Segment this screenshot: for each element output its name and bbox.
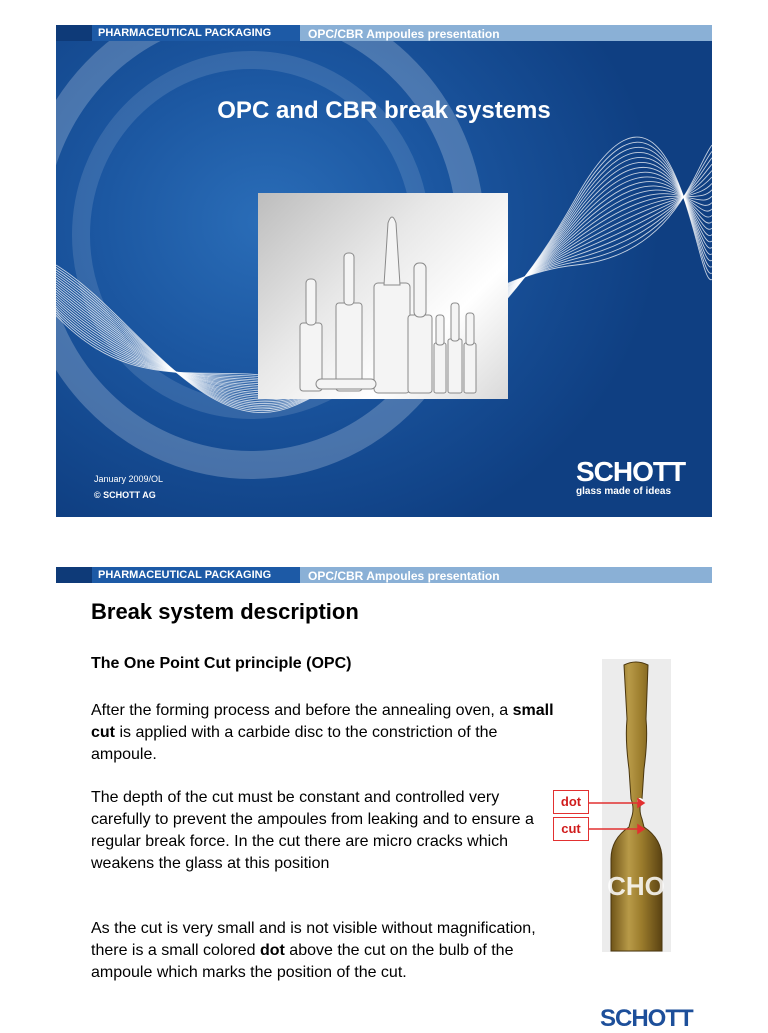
logo-brand: SCHOTT [576,456,686,487]
header-section-label-2: PHARMACEUTICAL PACKAGING [98,569,272,581]
emphasis-small-cut: small cut [91,702,554,741]
header-presentation-label: OPC/CBR Ampoules presentation [308,27,500,41]
schott-logo-footer: SCHOTT [600,1005,693,1032]
slide-2-header-bar [56,567,712,583]
ampoules-illustration [258,193,508,399]
label-arrows [588,795,648,835]
paragraph-colored-dot: As the cut is very small and is not visible without magnification, there is a small colored dot above the cut on the bulb of the ampoule which marks the position of the cut. [91,920,536,981]
ampoule-print-text: CHO [607,871,665,901]
paragraph-cut-depth: The depth of the cut must be constant and controlled very carefully to prevent the ampoules from leaking and to ensure a regular break force. In the cut there are micro cracks which weakens the glass at this position [91,789,534,872]
slide-header-bar [56,25,712,41]
schott-logo [576,458,685,498]
copyright-notice: © SCHOTT AG [94,490,156,500]
glass-ampoules-photo [258,193,508,399]
header-presentation-label-2: OPC/CBR Ampoules presentation [308,569,500,583]
slide-1 [56,25,712,517]
slide-2-title: Break system description [91,599,359,624]
emphasis-dot: dot [259,942,285,959]
cut-label: cut [553,817,589,841]
dot-label: dot [553,790,589,814]
paragraph-small-cut: After the forming process and before the annealing oven, a small cut is applied with a carbide disc to the constriction of the ampoule. [91,702,554,763]
presentation-date: January 2009/OL [94,474,164,484]
slide-title: OPC and CBR break systems [217,97,551,124]
logo-tagline: glass made of ideas [576,486,672,497]
header-section-label: PHARMACEUTICAL PACKAGING [98,27,272,39]
opc-principle-heading: The One Point Cut principle (OPC) [91,655,352,672]
